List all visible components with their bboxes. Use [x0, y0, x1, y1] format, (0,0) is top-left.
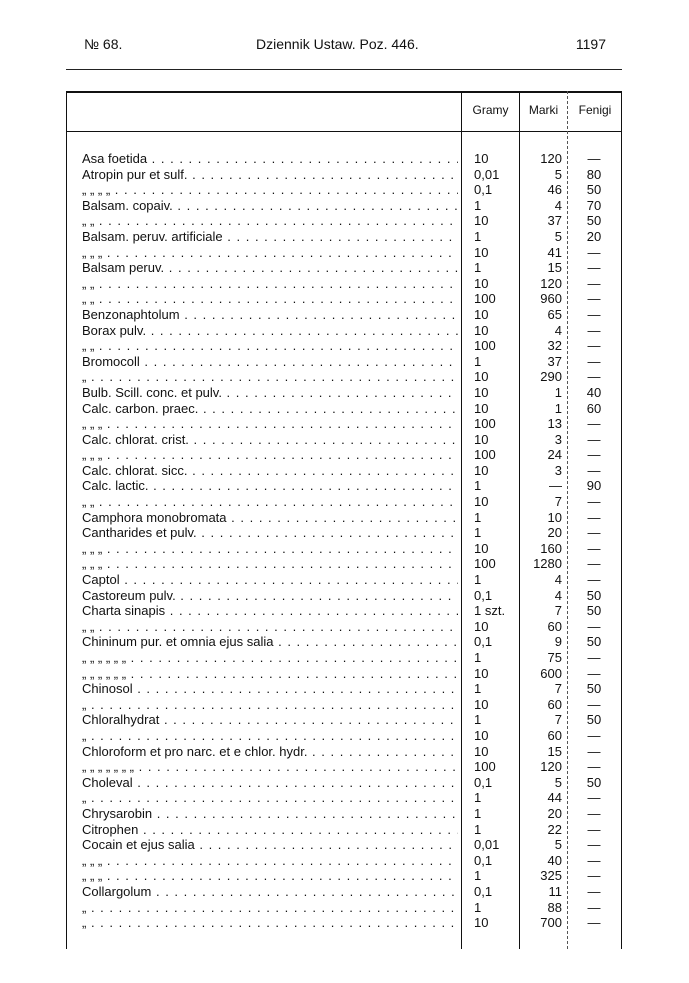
item-name: Choleval . . . [82, 775, 458, 791]
fenigi-cell: — [587, 151, 601, 166]
item-name: „ „ „ . . . [82, 245, 458, 261]
fenigi-cell: 60 [586, 400, 602, 416]
gramy-cell: 1 [474, 353, 482, 369]
item-name: „ „ . . . [82, 494, 458, 510]
item-name: „ . . . [82, 915, 458, 931]
item-name: Borax pulv. . . . [82, 323, 458, 339]
fenigi-cell: — [587, 291, 601, 307]
table-row [66, 307, 622, 323]
gramy-cell: 1 [474, 681, 482, 697]
fenigi-cell: — [587, 696, 601, 712]
table-row [66, 853, 622, 869]
fenigi-cell: 50 [586, 681, 602, 697]
fenigi-cell: — [587, 650, 601, 665]
table-row [66, 650, 622, 666]
marki-cell: 37 [547, 353, 562, 369]
item-name: Chininum pur. et omnia ejus salia . . . [82, 634, 458, 650]
marki-cell: 41 [547, 244, 562, 260]
item-name: Cantharides et pulv. . . . [82, 525, 458, 541]
fenigi-cell: — [587, 743, 601, 759]
table-header-border [66, 131, 622, 132]
fenigi-cell: 90 [586, 478, 602, 494]
item-name: Calc. chlorat. sicc. . . . [82, 463, 458, 479]
gramy-cell: 0,1 [474, 182, 493, 198]
fenigi-cell: — [587, 665, 601, 681]
table-row [66, 900, 622, 916]
marki-cell: 44 [547, 790, 562, 806]
item-name: „ „ „ „ . . . [82, 182, 458, 198]
marki-cell: 120 [540, 151, 562, 166]
gramy-cell: 1 [474, 197, 482, 213]
fenigi-cell: — [587, 260, 601, 276]
fenigi-cell: 50 [586, 213, 602, 229]
item-name: „ „ . . . [82, 276, 458, 292]
marki-cell: 4 [554, 322, 562, 338]
gramy-cell: 1 [474, 712, 482, 728]
marki-cell: 700 [540, 915, 562, 931]
item-name: „ „ „ . . . [82, 447, 458, 463]
gramy-cell: 1 szt. [474, 603, 506, 619]
marki-cell: 32 [547, 338, 562, 354]
marki-cell: 4 [554, 572, 562, 588]
fenigi-cell: 50 [586, 182, 602, 198]
journal-title: Dziennik Ustaw. Poz. 446. [256, 36, 419, 52]
gramy-cell: 10 [474, 696, 489, 712]
table-row [66, 260, 622, 276]
table-row [66, 619, 622, 635]
table-row [66, 744, 622, 760]
table-row [66, 167, 622, 183]
gramy-cell: 1 [474, 899, 482, 915]
marki-cell: 5 [554, 837, 562, 853]
column-header-marki: Marki [528, 103, 559, 117]
item-name: „ „ „ „ „ „ . . . [82, 666, 458, 682]
table-row [66, 603, 622, 619]
marki-cell: 60 [547, 696, 562, 712]
issue-number: № 68. [84, 36, 123, 52]
fenigi-cell: — [587, 353, 601, 369]
gramy-cell: 100 [474, 291, 496, 307]
table-row [66, 416, 622, 432]
fenigi-cell: — [587, 447, 601, 463]
table-row [66, 588, 622, 604]
item-name: „ „ „ . . . [82, 416, 458, 432]
fenigi-cell: — [587, 306, 601, 322]
fenigi-cell: — [587, 868, 601, 884]
table-row [66, 385, 622, 401]
gramy-cell: 10 [474, 151, 489, 166]
gramy-cell: 10 [474, 494, 489, 510]
fenigi-cell: — [587, 790, 601, 806]
fenigi-cell: 50 [586, 603, 602, 619]
gramy-cell: 0,1 [474, 774, 493, 790]
fenigi-cell: 20 [586, 228, 602, 244]
marki-cell: 600 [540, 665, 562, 681]
marki-cell: 46 [547, 182, 562, 198]
marki-cell: 120 [540, 275, 562, 291]
gramy-cell: 10 [474, 665, 489, 681]
marki-cell: 75 [547, 650, 562, 665]
fenigi-cell: 40 [586, 384, 602, 400]
marki-cell: 5 [554, 228, 562, 244]
item-name: „ . . . [82, 900, 458, 916]
table-row [66, 837, 622, 853]
marki-cell: 3 [554, 431, 562, 447]
gramy-cell: 100 [474, 338, 496, 354]
fenigi-cell: — [587, 759, 601, 775]
table-row [66, 447, 622, 463]
page-number: 1197 [575, 36, 606, 52]
gramy-cell: 0,1 [474, 587, 493, 603]
table-row [66, 572, 622, 588]
table-row [66, 541, 622, 557]
table-row [66, 432, 622, 448]
fenigi-cell: — [587, 509, 601, 525]
gramy-cell: 0,1 [474, 883, 493, 899]
table-row [66, 510, 622, 526]
fenigi-cell: — [587, 899, 601, 915]
table-row [66, 759, 622, 775]
fenigi-cell: — [587, 915, 601, 931]
fenigi-cell: — [587, 805, 601, 821]
table-row [66, 868, 622, 884]
gramy-cell: 0,01 [474, 166, 500, 182]
item-name: Chloralhydrat . . . [82, 712, 458, 728]
gramy-cell: 10 [474, 743, 489, 759]
item-name: Calc. lactic. . . . [82, 478, 458, 494]
table-row [66, 806, 622, 822]
table-row [66, 401, 622, 417]
item-name: Balsam. peruv. artificiale . . . [82, 229, 458, 245]
gramy-cell: 0,1 [474, 852, 493, 868]
marki-cell: 1 [554, 400, 562, 416]
marki-cell: 24 [547, 447, 562, 463]
fenigi-cell: — [587, 416, 601, 432]
table-row [66, 245, 622, 261]
item-name: Camphora monobromata . . . [82, 510, 458, 526]
item-name: Chinosol . . . [82, 681, 458, 697]
table-row [66, 775, 622, 791]
price-table [66, 91, 622, 949]
gramy-cell: 10 [474, 369, 489, 385]
item-name: „ „ . . . [82, 291, 458, 307]
fenigi-cell: — [587, 462, 601, 478]
page-header [76, 36, 606, 56]
gramy-cell: 100 [474, 556, 496, 572]
gramy-cell: 1 [474, 868, 482, 884]
table-row [66, 323, 622, 339]
gramy-cell: 10 [474, 727, 489, 743]
table-row [66, 556, 622, 572]
item-name: Benzonaphtolum . . . [82, 307, 458, 323]
table-row [66, 354, 622, 370]
marki-cell: 22 [547, 821, 562, 837]
gramy-cell: 10 [474, 213, 489, 229]
gramy-cell: 1 [474, 650, 482, 665]
item-name: „ . . . [82, 369, 458, 385]
marki-cell: 88 [547, 899, 562, 915]
item-name: Castoreum pulv. . . . [82, 588, 458, 604]
table-row [66, 463, 622, 479]
item-name: „ „ „ . . . [82, 853, 458, 869]
item-name: Balsam. copaiv. . . . [82, 198, 458, 214]
item-name: Collargolum . . . [82, 884, 458, 900]
marki-cell: 290 [540, 369, 562, 385]
marki-cell: 1 [554, 384, 562, 400]
fenigi-cell: — [587, 338, 601, 354]
table-row [66, 728, 622, 744]
marki-cell: 7 [554, 681, 562, 697]
fenigi-cell: 50 [586, 712, 602, 728]
table-row [66, 712, 622, 728]
gramy-cell: 1 [474, 509, 482, 525]
fenigi-cell: 50 [586, 774, 602, 790]
marki-cell: 65 [547, 306, 562, 322]
marki-cell: 5 [554, 166, 562, 182]
fenigi-cell: — [587, 540, 601, 556]
marki-cell: 13 [547, 416, 562, 432]
table-row [66, 915, 622, 931]
marki-cell: 40 [547, 852, 562, 868]
fenigi-cell: 80 [586, 166, 602, 182]
item-name: „ „ . . . [82, 338, 458, 354]
gramy-cell: 10 [474, 275, 489, 291]
column-header-fenigi: Fenigi [578, 103, 612, 117]
table-row [66, 338, 622, 354]
gramy-cell: 10 [474, 462, 489, 478]
fenigi-cell: — [587, 525, 601, 541]
marki-cell: 120 [540, 759, 562, 775]
table-row [66, 884, 622, 900]
marki-cell: 325 [540, 868, 562, 884]
gramy-cell: 0,1 [474, 634, 493, 650]
gramy-cell: 1 [474, 260, 482, 276]
item-name: „ „ „ . . . [82, 556, 458, 572]
fenigi-cell: — [587, 618, 601, 634]
item-name: Calc. carbon. praec. . . . [82, 401, 458, 417]
table-row [66, 369, 622, 385]
fenigi-cell: — [587, 244, 601, 260]
item-name: „ „ . . . [82, 619, 458, 635]
table-row [66, 634, 622, 650]
marki-cell: 3 [554, 462, 562, 478]
item-name: Bulb. Scill. conc. et pulv. . . . [82, 385, 458, 401]
table-row [66, 182, 622, 198]
marki-cell: 11 [548, 883, 562, 899]
fenigi-cell: — [587, 883, 601, 899]
marki-cell: 7 [554, 712, 562, 728]
marki-cell: 37 [547, 213, 562, 229]
column-header-gramy: Gramy [472, 103, 509, 117]
gramy-cell: 1 [474, 228, 482, 244]
item-name: Bromocoll . . . [82, 354, 458, 370]
table-row [66, 229, 622, 245]
marki-cell: 60 [547, 727, 562, 743]
gramy-cell: 10 [474, 618, 489, 634]
table-row [66, 697, 622, 713]
gramy-cell: 10 [474, 306, 489, 322]
gramy-cell: 1 [474, 478, 482, 494]
fenigi-cell: 50 [586, 587, 602, 603]
fenigi-cell: — [587, 727, 601, 743]
marki-cell: 1280 [533, 556, 562, 572]
marki-cell: 4 [554, 197, 562, 213]
fenigi-cell: — [587, 572, 601, 588]
gramy-cell: 100 [474, 759, 496, 775]
marki-cell: 20 [547, 525, 562, 541]
marki-cell: 60 [547, 618, 562, 634]
item-name: Captol . . . [82, 572, 458, 588]
item-name: „ . . . [82, 728, 458, 744]
marki-cell: 960 [540, 291, 562, 307]
marki-cell: 4 [554, 587, 562, 603]
gramy-cell: 10 [474, 322, 489, 338]
table-row [66, 494, 622, 510]
table-row [66, 198, 622, 214]
marki-cell: 10 [547, 509, 562, 525]
item-name: „ „ „ . . . [82, 541, 458, 557]
fenigi-cell: — [587, 322, 601, 338]
fenigi-cell: 70 [586, 197, 602, 213]
gramy-cell: 10 [474, 540, 489, 556]
gramy-cell: 10 [474, 384, 489, 400]
item-name: Calc. chlorat. crist. . . . [82, 432, 458, 448]
marki-cell: 15 [547, 743, 562, 759]
item-name: Atropin pur et sulf. . . . [82, 167, 458, 183]
gramy-cell: 1 [474, 805, 482, 821]
marki-cell: 7 [554, 603, 562, 619]
header-rule [66, 69, 622, 70]
table-row [66, 151, 622, 167]
gramy-cell: 1 [474, 821, 482, 837]
marki-cell: — [549, 478, 562, 494]
gramy-cell: 10 [474, 431, 489, 447]
item-name: „ „ „ „ „ „ . . . [82, 650, 458, 666]
marki-cell: 20 [547, 805, 562, 821]
fenigi-cell: — [587, 852, 601, 868]
item-name: „ „ „ . . . [82, 868, 458, 884]
item-name: Balsam peruv. . . . [82, 260, 458, 276]
item-name: Charta sinapis . . . [82, 603, 458, 619]
gramy-cell: 10 [474, 400, 489, 416]
item-name: „ „ „ „ „ „ „ . . . [82, 759, 458, 775]
table-row [66, 276, 622, 292]
gramy-cell: 100 [474, 447, 496, 463]
item-name: Cocain et ejus salia . . . [82, 837, 458, 853]
marki-cell: 160 [540, 540, 562, 556]
item-name: „ . . . [82, 697, 458, 713]
table-row [66, 681, 622, 697]
item-name: Chloroform et pro narc. et e chlor. hydr. . . . [82, 744, 458, 760]
marki-cell: 15 [547, 260, 562, 276]
item-name: Asa foetida . . . [82, 151, 458, 167]
item-name: „ „ . . . [82, 213, 458, 229]
gramy-cell: 1 [474, 572, 482, 588]
table-row [66, 666, 622, 682]
fenigi-cell: — [587, 837, 601, 853]
item-name: Chrysarobin . . . [82, 806, 458, 822]
gramy-cell: 100 [474, 416, 496, 432]
fenigi-cell: — [587, 821, 601, 837]
gramy-cell: 10 [474, 915, 489, 931]
item-name: „ . . . [82, 790, 458, 806]
table-top-border [66, 91, 622, 93]
table-row [66, 478, 622, 494]
fenigi-cell: — [587, 556, 601, 572]
gramy-cell: 0,01 [474, 837, 500, 853]
table-row [66, 525, 622, 541]
marki-cell: 9 [554, 634, 562, 650]
fenigi-cell: — [587, 369, 601, 385]
fenigi-cell: 50 [586, 634, 602, 650]
gramy-cell: 10 [474, 244, 489, 260]
item-name: Citrophen . . . [82, 822, 458, 838]
gramy-cell: 1 [474, 525, 482, 541]
fenigi-cell: — [587, 275, 601, 291]
table-row [66, 822, 622, 838]
gramy-cell: 1 [474, 790, 482, 806]
fenigi-cell: — [587, 494, 601, 510]
table-body [66, 151, 622, 931]
fenigi-cell: — [587, 431, 601, 447]
marki-cell: 5 [554, 774, 562, 790]
table-row [66, 291, 622, 307]
table-row [66, 790, 622, 806]
table-row [66, 213, 622, 229]
marki-cell: 7 [554, 494, 562, 510]
